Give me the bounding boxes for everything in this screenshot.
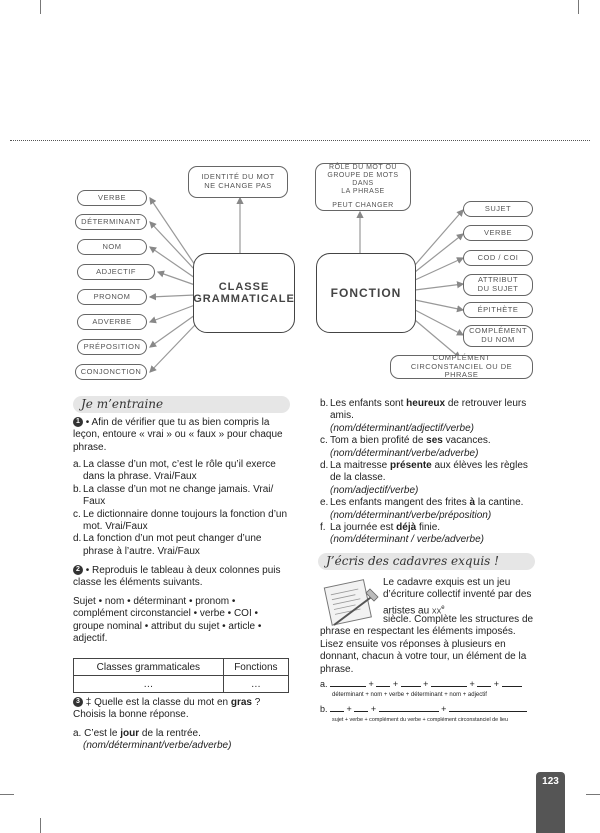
section-header-entraine: Je m’entraine	[73, 396, 290, 413]
blank-field[interactable]	[477, 678, 491, 687]
plus-sign: +	[392, 679, 399, 689]
classification-table	[73, 658, 289, 693]
list-item: c. Tom a bien profité de ses vacances. (nom/déterminant/verbe/adverbe)	[320, 435, 491, 459]
grammaticale-label: GRAMMATICALE	[193, 293, 295, 305]
table-cell: …	[223, 676, 288, 693]
function-item	[463, 250, 533, 266]
line-b-caption: sujet + verbe + complément du verbe + complément circonstanciel de lieu	[332, 717, 509, 723]
item-text: Tom a bien profité de	[330, 435, 427, 447]
item-text: aux élèves les règles de la classe.	[330, 460, 528, 484]
line-label: a.	[320, 679, 328, 689]
options: (nom/déterminant/adjectif/verbe)	[330, 422, 474, 434]
item-text: vacances.	[442, 435, 491, 447]
class-item	[77, 190, 147, 206]
plus-sign: +	[469, 679, 475, 689]
blank-field[interactable]	[330, 703, 344, 712]
function-item-label: COD / COI	[477, 252, 519, 262]
item-text: de la rentrée.	[139, 728, 201, 739]
item-text: La fonction d’un mot peut changer d’une phrase à l’autre. Vrai/Faux	[83, 533, 262, 557]
item-text: La maitresse	[330, 460, 391, 472]
function-item-label: COMPLÉMENT DU NOM	[469, 326, 528, 344]
class-item	[77, 264, 155, 280]
crop-mark	[40, 818, 41, 833]
list-item	[73, 459, 288, 484]
function-item-label: COMPLÉMENT CIRCONSTANCIEL OU DE PHRASE	[410, 353, 513, 380]
function-item	[463, 302, 533, 318]
class-item-label: VERBE	[98, 192, 126, 202]
crop-mark	[0, 794, 14, 795]
plus-sign: +	[368, 679, 374, 689]
item-text: La classe d’un mot ne change jamais. Vrai/ Faux	[83, 483, 274, 508]
class-item	[77, 339, 147, 355]
class-item	[75, 364, 147, 380]
page-tab	[536, 792, 565, 833]
class-item-label: ADVERBE	[92, 316, 132, 326]
bold-word: déjà	[396, 522, 417, 534]
bold-word: présente	[390, 460, 432, 472]
exercise-number: 3	[73, 697, 83, 707]
page-number: 123	[536, 772, 565, 792]
class-item-label: DÉTERMINANT	[81, 216, 141, 226]
function-item-label: VERBE	[484, 227, 512, 237]
bold-word: jour	[120, 728, 140, 739]
class-item-label: ADJECTIF	[96, 266, 136, 276]
function-item	[463, 274, 533, 296]
function-item	[390, 355, 533, 379]
cadavres-paragraph-a	[383, 577, 535, 618]
exercise-number: 1	[73, 417, 83, 427]
fonction-label: FONCTION	[330, 286, 402, 300]
class-item-label: PRÉPOSITION	[83, 341, 141, 351]
function-item	[463, 201, 533, 217]
list-item: e. Les enfants mangent des frites à la cantine. (nom/déterminant/verbe/préposition)	[320, 497, 524, 521]
identity-box	[188, 166, 288, 198]
plus-sign: +	[441, 704, 447, 714]
class-item	[77, 314, 147, 330]
item-letter: d.	[73, 533, 82, 545]
role-box-line: PEUT CHANGER	[332, 202, 394, 210]
paragraph-text: Le cadavre exquis est un jeu d’écriture collectif inventé par des artistes au	[383, 577, 532, 617]
role-box-line: RÔLE DU MOT OU	[329, 163, 397, 171]
exercise-3-item-a: a. C’est le jour de la rentrée. (nom/déterminant/verbe/adverbe)	[73, 728, 232, 752]
question-text: ? Choisis la bonne réponse.	[73, 697, 261, 721]
exercise-2-words: Sujet • nom • déterminant • pronom • complément circonstanciel • verbe • COI • groupe nominal • attribut du sujet • article • adjectif.	[73, 596, 262, 645]
class-item-label: NOM	[102, 241, 122, 251]
exercise-3-continued	[320, 398, 535, 547]
exercise-2-intro	[73, 565, 288, 590]
blank-field[interactable]	[449, 703, 527, 712]
exercise-1-instruction: • Afin de vérifier que tu as bien compris la leçon, entoure « vrai » ou « faux » pour chaque phrase.	[73, 417, 283, 453]
item-text: La journée est	[330, 522, 397, 534]
line-a-caption: déterminant + nom + verbe + déterminant + nom + adjectif	[332, 692, 487, 698]
blank-field[interactable]	[431, 678, 467, 687]
bold-word: heureux	[406, 398, 446, 409]
role-box	[315, 163, 411, 211]
function-item	[463, 225, 533, 241]
item-text: C’est le	[84, 728, 121, 739]
list-item: d. La maitresse présente aux élèves les règles de la classe. (nom/adjectif/verbe)	[320, 460, 528, 496]
question-text: Quelle est la classe du mot en	[94, 697, 231, 708]
function-item-label: ATTRIBUT DU SUJET	[477, 275, 519, 293]
list-item	[73, 484, 288, 509]
blank-field[interactable]	[354, 703, 368, 712]
crop-mark	[586, 794, 600, 795]
bold-word: ses	[426, 435, 443, 447]
fonction-box	[316, 253, 416, 333]
class-item	[77, 289, 147, 305]
cadavres-paragraph-b	[320, 614, 535, 676]
options: (nom/déterminant/verbe/adverbe)	[83, 740, 232, 752]
bold-word: gras	[230, 697, 252, 708]
exercise-1-intro	[73, 417, 288, 454]
classe-grammaticale-box	[193, 253, 295, 333]
century-sup: e	[441, 604, 445, 611]
blank-field[interactable]	[379, 703, 439, 712]
function-item-label: ÉPITHÈTE	[477, 304, 519, 314]
blank-field[interactable]	[376, 678, 390, 687]
sentence-line-a	[320, 678, 540, 690]
plus-sign: +	[346, 704, 352, 714]
list-item	[73, 533, 288, 558]
difficulty-icon: ‡	[85, 697, 92, 708]
item-text: de retrouver leurs amis.	[330, 398, 527, 422]
century-number: xx	[431, 605, 442, 617]
bold-word: à	[469, 497, 476, 509]
exercise-2-instruction: • Reproduis le tableau à deux colonnes puis classe les éléments suivants.	[73, 565, 281, 589]
item-text: Le dictionnaire donne toujours la fonction d’un mot. Vrai/Faux	[83, 508, 288, 533]
item-text: La classe d’un mot, c’est le rôle qu’il exerce dans la phrase. Vrai/Faux	[83, 459, 276, 483]
sentence-line-b	[320, 703, 540, 715]
identity-box-text: IDENTITÉ DU MOT NE CHANGE PAS	[201, 172, 275, 190]
blank-field[interactable]	[401, 678, 421, 687]
exercise-3-intro	[73, 697, 288, 722]
paragraph-text: siècle. Complète les structures de phrase en respectant les éléments imposés. Lisez ensuite vos réponses à plusieurs en donnant, chacun à votre tour, un élément de la phrase.	[320, 614, 534, 675]
item-letter: b.	[73, 483, 82, 495]
class-item	[75, 214, 147, 230]
table-header: Classes grammaticales	[74, 659, 224, 676]
list-item: b. Les enfants sont heureux de retrouver leurs amis. (nom/déterminant/adjectif/verbe)	[320, 398, 527, 434]
class-item	[77, 239, 147, 255]
item-text: Les enfants sont	[330, 398, 407, 409]
class-item-label: PRONOM	[93, 291, 131, 301]
item-text: finie.	[416, 522, 441, 534]
item-letter: a.	[73, 459, 82, 470]
plus-sign: +	[493, 679, 499, 689]
blank-field[interactable]	[502, 678, 522, 687]
options: (nom/déterminant/verbe/préposition)	[330, 509, 492, 521]
classe-label: CLASSE	[218, 281, 270, 293]
role-box-line: GROUPE DE MOTS DANS	[327, 171, 399, 187]
table-row	[74, 676, 289, 693]
exercise-number: 2	[73, 565, 83, 575]
plus-sign: +	[423, 679, 429, 689]
exercise-1-items	[73, 459, 288, 558]
options: (nom/déterminant/verbe/adverbe)	[330, 447, 479, 459]
table-cell: …	[74, 676, 224, 693]
table-header-row	[74, 659, 289, 676]
plus-sign: +	[370, 704, 377, 714]
class-item-label: CONJONCTION	[80, 366, 142, 376]
role-box-line: LA PHRASE	[341, 188, 385, 196]
item-text: Les enfants mangent des frites	[330, 497, 470, 509]
section-header-cadavres: J’écris des cadavres exquis !	[318, 553, 535, 570]
options: (nom/déterminant / verbe/adverbe)	[330, 534, 484, 546]
options: (nom/adjectif/verbe)	[330, 484, 419, 496]
line-label: b.	[320, 704, 328, 714]
table-header: Fonctions	[223, 659, 288, 676]
blank-field[interactable]	[330, 678, 366, 687]
function-item	[463, 325, 533, 347]
item-text: la cantine.	[475, 497, 524, 509]
function-item-label: SUJET	[484, 203, 512, 213]
list-item	[73, 509, 288, 534]
list-item: f. La journée est déjà finie. (nom/déterminant / verbe/adverbe)	[320, 522, 484, 546]
item-letter: c.	[73, 508, 81, 520]
